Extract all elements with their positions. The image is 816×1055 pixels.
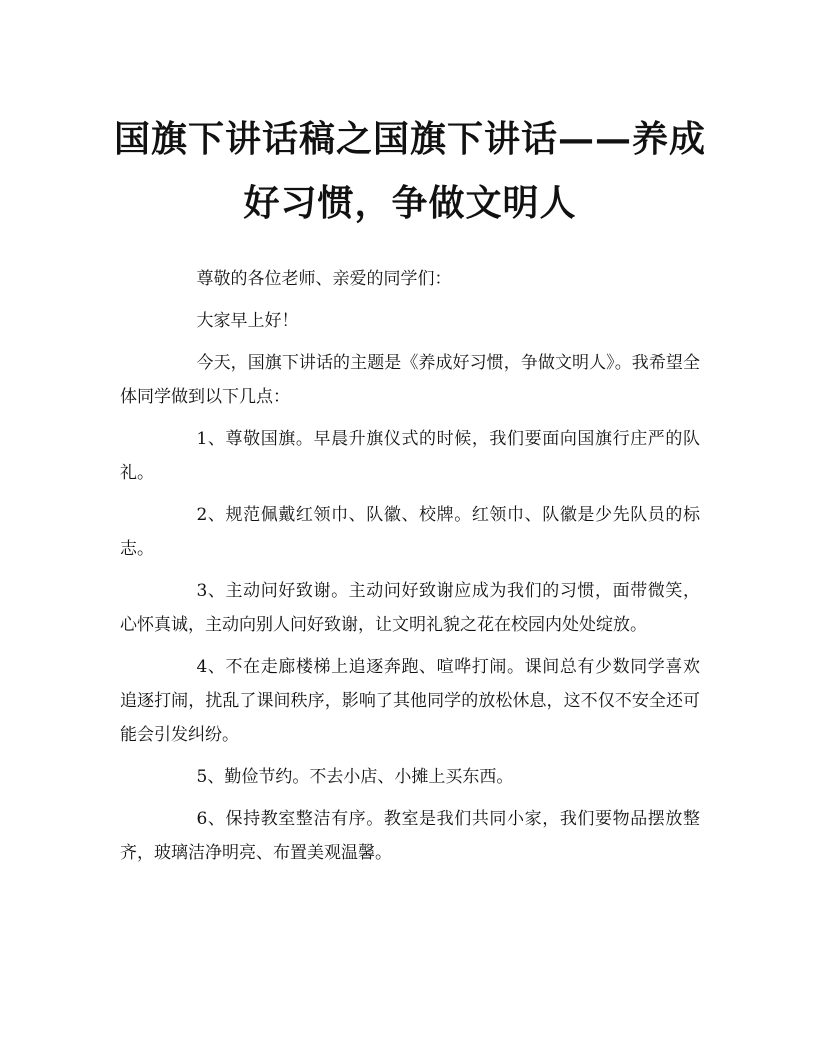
paragraph-intro: 今天，国旗下讲话的主题是《养成好习惯，争做文明人》。我希望全体同学做到以下几点： <box>120 353 700 407</box>
paragraph-point-2: 2、规范佩戴红领巾、队徽、校牌。红领巾、队徽是少先队员的标志。 <box>120 505 700 559</box>
paragraph-greeting: 大家早上好！ <box>196 311 299 331</box>
paragraph-point-3: 3、主动问好致谢。主动问好致谢应成为我们的习惯，面带微笑，心怀真诚，主动向别人问好致谢，让文明礼貌之花在校园内处处绽放。 <box>120 581 700 635</box>
paragraph-point-4: 4、不在走廊楼梯上追逐奔跑、喧哗打闹。课间总有少数同学喜欢追逐打闹，扰乱了课间秩序，影响了其他同学的放松休息，这不仅不安全还可能会引发纠纷。 <box>120 657 700 745</box>
document-title: 国旗下讲话稿之国旗下讲话——养成好习惯，争做文明人 <box>113 118 706 224</box>
document-body <box>120 262 700 878</box>
paragraph-salutation: 尊敬的各位老师、亲爱的同学们： <box>196 269 452 289</box>
paragraph-point-6: 6、保持教室整洁有序。教室是我们共同小家，我们要物品摆放整齐，玻璃洁净明亮、布置美观温馨。 <box>120 809 700 863</box>
paragraph-point-5: 5、勤俭节约。不去小店、小摊上买东西。 <box>196 767 514 787</box>
paragraph-point-1: 1、尊敬国旗。早晨升旗仪式的时候，我们要面向国旗行庄严的队礼。 <box>120 429 700 483</box>
